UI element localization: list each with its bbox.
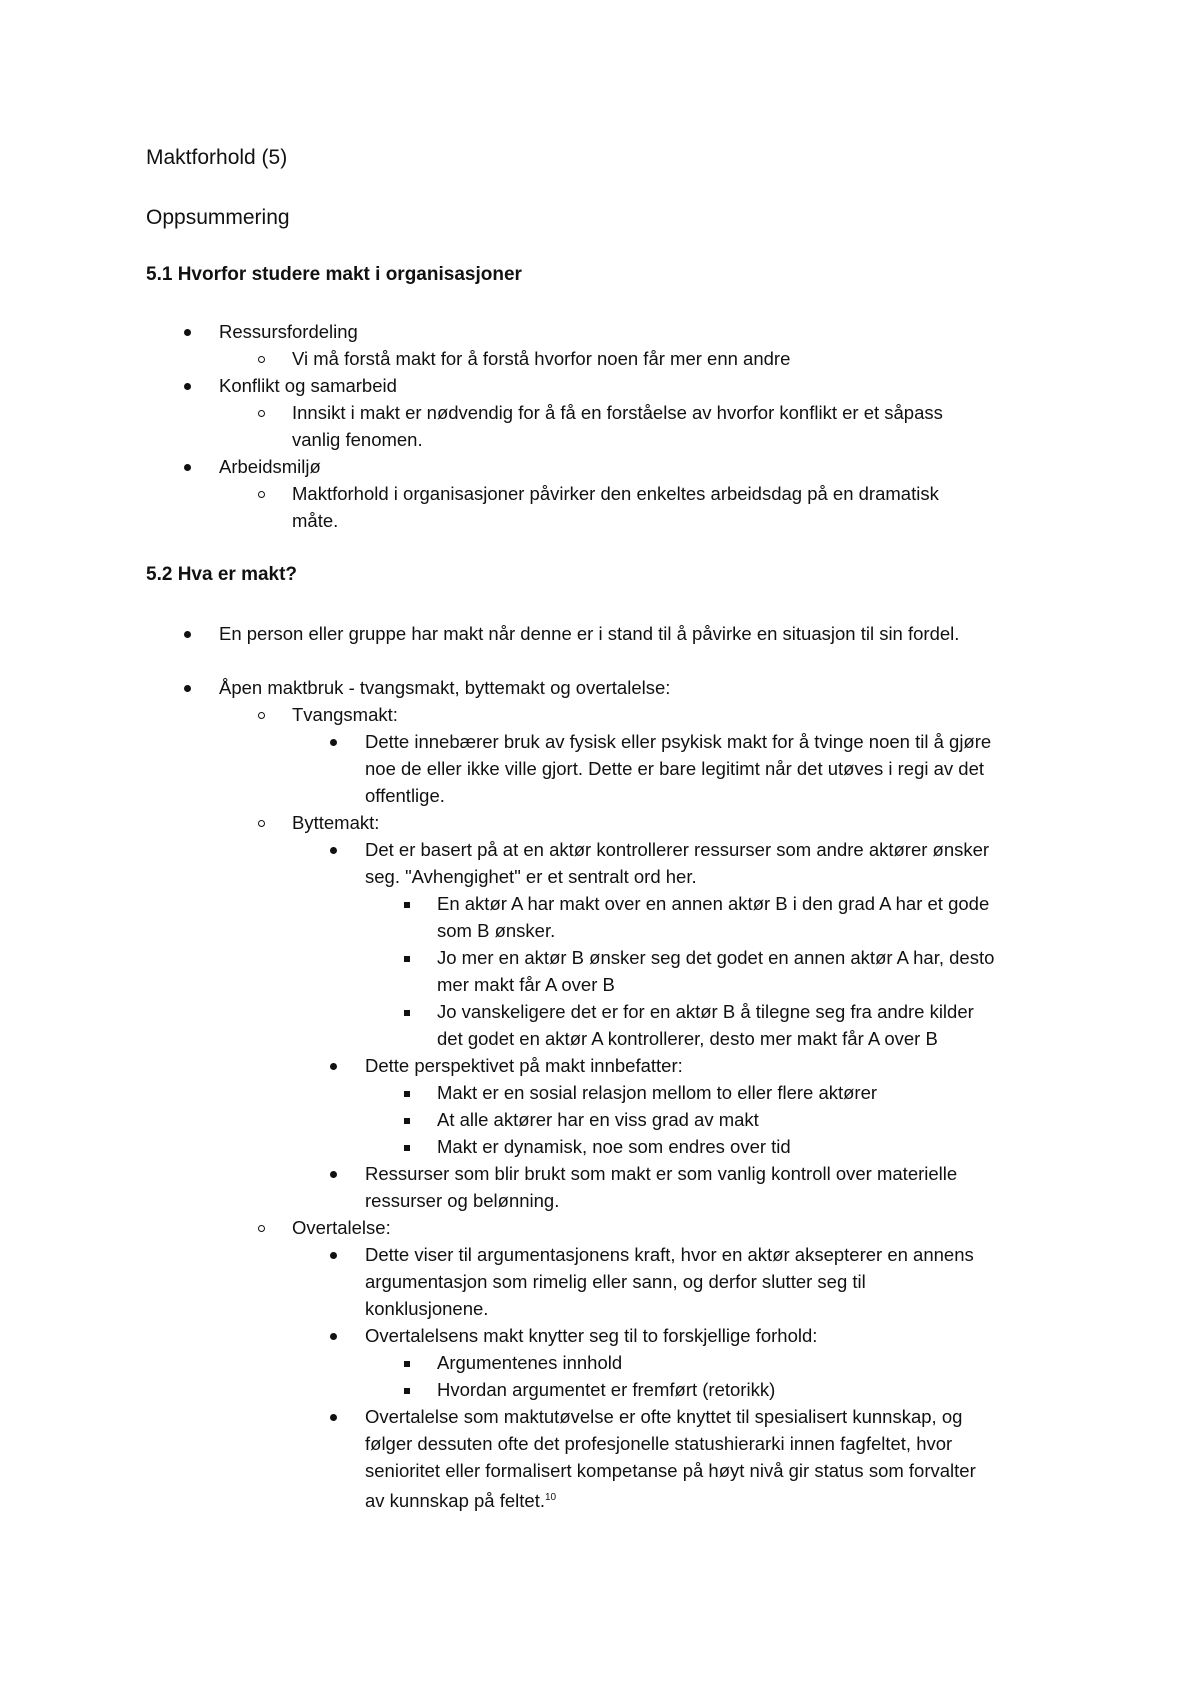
- circle-bullet-icon: [258, 1214, 265, 1241]
- circle-bullet-icon: [258, 701, 265, 728]
- paragraph-line: mer makt får A over B: [437, 974, 615, 995]
- bullet-icon: [184, 318, 191, 345]
- list-item: Overtalelse:: [292, 1217, 391, 1238]
- list-item: Hvordan argumentet er fremført (retorikk): [437, 1379, 776, 1400]
- list-item: Innsikt i makt er nødvendig for å få en forståelse av hvorfor konflikt er et såpass: [292, 402, 943, 423]
- paragraph-line: En aktør A har makt over en annen aktør B i den grad A har et gode: [437, 893, 990, 914]
- paragraph-line: seg. "Avhengighet" er et sentralt ord her.: [365, 866, 697, 887]
- list-item: Tvangsmakt:: [292, 704, 398, 725]
- list-item-continued: måte.: [292, 510, 339, 531]
- bullet-icon: [330, 836, 337, 863]
- bullet-icon: [330, 1160, 337, 1187]
- paragraph-line: Det er basert på at en aktør kontrollerer ressurser som andre aktører ønsker: [365, 839, 990, 860]
- section-2-heading: 5.2 Hva er makt?: [146, 564, 298, 585]
- circle-bullet-icon: [258, 480, 265, 507]
- section-1-heading: 5.1 Hvorfor studere makt i organisasjoner: [146, 264, 522, 285]
- bullet-icon: [330, 1403, 337, 1430]
- paragraph-line: det godet en aktør A kontrollerer, desto mer makt får A over B: [437, 1028, 938, 1049]
- list-item: Argumentenes innhold: [437, 1352, 623, 1373]
- paragraph-line: som B ønsker.: [437, 920, 556, 941]
- bullet-icon: [330, 1241, 337, 1268]
- circle-bullet-icon: [258, 399, 265, 426]
- bullet-icon: [184, 620, 191, 647]
- bullet-icon: [184, 453, 191, 480]
- paragraph-line: konklusjonene.: [365, 1298, 489, 1319]
- list-item: Konflikt og samarbeid: [219, 375, 397, 396]
- definition-text: En person eller gruppe har makt når denne er i stand til å påvirke en situasjon til sin fordel.: [219, 623, 960, 644]
- paragraph-line: Jo mer en aktør B ønsker seg det godet en annen aktør A har, desto: [437, 947, 995, 968]
- circle-bullet-icon: [258, 809, 265, 836]
- list-item: Maktforhold i organisasjoner påvirker den enkeltes arbeidsdag på en dramatisk: [292, 483, 939, 504]
- paragraph-line: noe de eller ikke ville gjort. Dette er bare legitimt når det utøves i regi av det: [365, 758, 985, 779]
- list-item: Makt er en sosial relasjon mellom to eller flere aktører: [437, 1082, 878, 1103]
- square-bullet-icon: [404, 1133, 410, 1160]
- circle-bullet-icon: [258, 345, 265, 372]
- square-bullet-icon: [404, 1376, 410, 1403]
- square-bullet-icon: [404, 998, 410, 1025]
- list-item: Ressursfordeling: [219, 321, 358, 342]
- paragraph-line: offentlige.: [365, 785, 445, 806]
- list-item: Makt er dynamisk, noe som endres over tid: [437, 1136, 791, 1157]
- paragraph-line: Overtalelse som maktutøvelse er ofte knyttet til spesialisert kunnskap, og: [365, 1406, 963, 1427]
- paragraph-line: Dette perspektivet på makt innbefatter:: [365, 1055, 683, 1076]
- square-bullet-icon: [404, 890, 410, 917]
- square-bullet-icon: [404, 1349, 410, 1376]
- paragraph-line: Dette viser til argumentasjonens kraft, hvor en aktør aksepterer en annens: [365, 1244, 974, 1265]
- list-item: Byttemakt:: [292, 812, 380, 833]
- paragraph-line: følger dessuten ofte det profesjonelle statushierarki innen fagfeltet, hvor: [365, 1433, 953, 1454]
- bullet-icon: [330, 728, 337, 755]
- paragraph-line: Overtalelsens makt knytter seg til to forskjellige forhold:: [365, 1325, 818, 1346]
- square-bullet-icon: [404, 1079, 410, 1106]
- bullet-icon: [330, 1322, 337, 1349]
- paragraph-line: senioritet eller formalisert kompetanse på høyt nivå gir status som forvalter: [365, 1460, 976, 1481]
- list-item-continued: vanlig fenomen.: [292, 429, 423, 450]
- list-item: Arbeidsmiljø: [219, 456, 321, 477]
- paragraph-line: Dette innebærer bruk av fysisk eller psykisk makt for å tvinge noen til å gjøre: [365, 731, 992, 752]
- paragraph-line: argumentasjon som rimelig eller sann, og derfor slutter seg til: [365, 1271, 866, 1292]
- paragraph-line: Jo vanskeligere det er for en aktør B å tilegne seg fra andre kilder: [437, 1001, 974, 1022]
- paragraph-line-with-footnote: [365, 1484, 556, 1514]
- footnote-marker[interactable]: 10: [544, 1492, 557, 1503]
- paragraph-line: av kunnskap på feltet.: [365, 1490, 545, 1512]
- list-item: Åpen maktbruk - tvangsmakt, byttemakt og overtalelse:: [219, 677, 671, 698]
- bullet-icon: [184, 674, 191, 701]
- bullet-icon: [184, 372, 191, 399]
- square-bullet-icon: [404, 944, 410, 971]
- list-item: At alle aktører har en viss grad av makt: [437, 1109, 759, 1130]
- paragraph-line: Ressurser som blir brukt som makt er som vanlig kontroll over materielle: [365, 1163, 958, 1184]
- page-title: Maktforhold (5): [146, 146, 288, 169]
- list-item: Vi må forstå makt for å forstå hvorfor noen får mer enn andre: [292, 348, 791, 369]
- bullet-icon: [330, 1052, 337, 1079]
- page-subtitle: Oppsummering: [146, 206, 290, 229]
- paragraph-line: ressurser og belønning.: [365, 1190, 560, 1211]
- square-bullet-icon: [404, 1106, 410, 1133]
